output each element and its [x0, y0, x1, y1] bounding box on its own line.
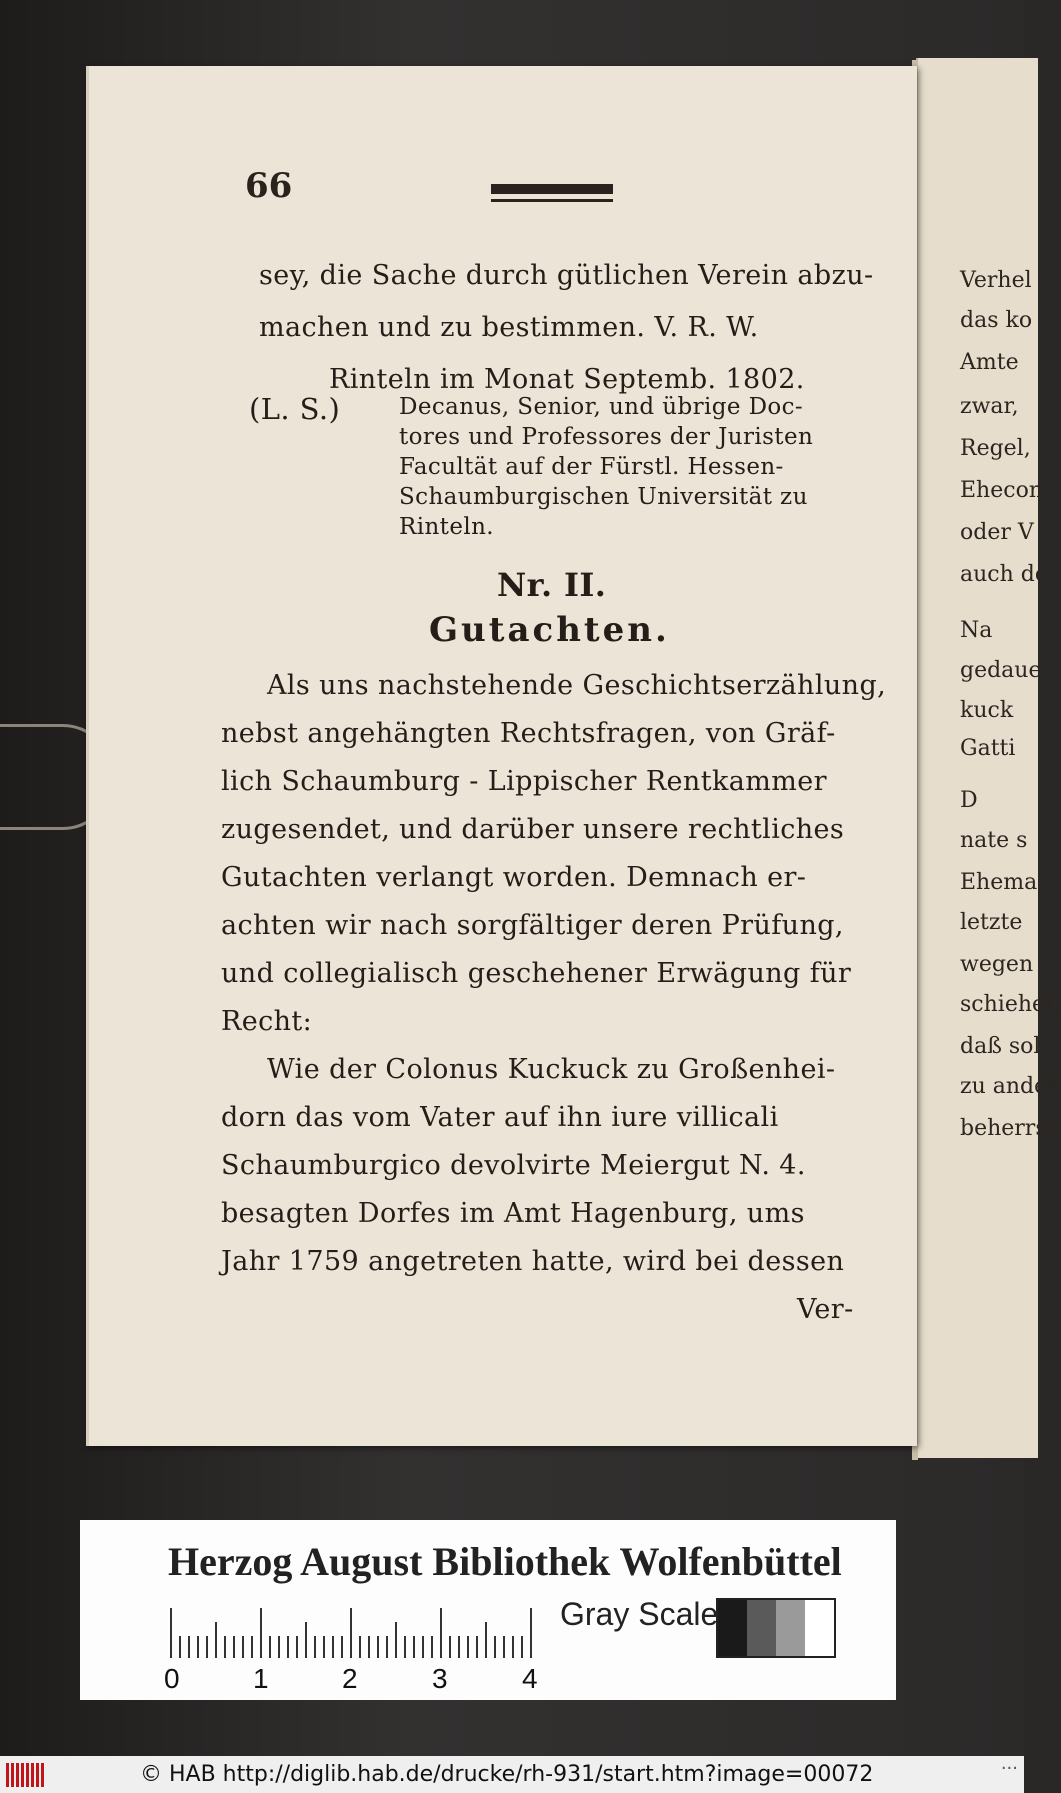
- ruler-tick: [503, 1636, 505, 1658]
- ruler-tick: [242, 1636, 244, 1658]
- facing-text-line: Verhel: [960, 268, 1032, 293]
- ruler-tick: [260, 1608, 262, 1658]
- facing-text-line: letzte: [960, 910, 1023, 935]
- facing-text-line: daß sol: [960, 1034, 1041, 1059]
- body-line: besagten Dorfes im Amt Hagenburg, ums: [221, 1198, 805, 1229]
- section-title: Gutachten.: [429, 610, 670, 650]
- facing-text-line: schiehet,: [960, 992, 1061, 1017]
- gray-patch: [805, 1600, 834, 1656]
- body-line: Recht:: [221, 1006, 313, 1037]
- ruler-tick: [341, 1636, 343, 1658]
- ruler-tick: [314, 1636, 316, 1658]
- ruler-number: 2: [342, 1663, 358, 1694]
- ruler-tick: [215, 1622, 217, 1658]
- gray-patch: [747, 1600, 776, 1656]
- ruler-tick: [224, 1636, 226, 1658]
- section-number: Nr. II.: [497, 566, 607, 604]
- body-line: und collegialisch geschehener Erwägung für: [221, 958, 852, 989]
- ruler-tick: [170, 1608, 172, 1658]
- body-line: zugesendet, und darüber unsere rechtliches: [221, 814, 845, 845]
- ruler-tick: [206, 1636, 208, 1658]
- ruler-tick: [467, 1636, 469, 1658]
- ruler-tick: [296, 1636, 298, 1658]
- ruler-number: 1: [253, 1663, 269, 1694]
- body-line: nebst angehängten Rechtsfragen, von Gräf-: [221, 718, 836, 749]
- facing-text-line: D: [960, 788, 978, 813]
- signature-line: Decanus, Senior, und übrige Doc-: [399, 394, 804, 420]
- scale-ruler: [170, 1600, 536, 1658]
- facing-text-line: oder V: [960, 520, 1034, 545]
- footer-url[interactable]: © HAB http://diglib.hab.de/drucke/rh-931/start.htm?image=00072: [140, 1762, 874, 1787]
- ruler-tick: [305, 1622, 307, 1658]
- ruler-tick: [197, 1636, 199, 1658]
- body-line: achten wir nach sorgfältiger deren Prüfung,: [221, 910, 844, 941]
- ruler-tick: [413, 1636, 415, 1658]
- hab-logo-icon: [6, 1763, 44, 1787]
- ruler-tick: [449, 1636, 451, 1658]
- ruler-tick: [269, 1636, 271, 1658]
- ruler-tick: [251, 1636, 253, 1658]
- menu-dots-icon[interactable]: ···: [1000, 1758, 1018, 1779]
- text-line: Rinteln im Monat Septemb. 1802.: [329, 364, 805, 395]
- body-line: Jahr 1759 angetreten hatte, wird bei dessen: [221, 1246, 845, 1277]
- body-line: dorn das vom Vater auf ihn iure villicali: [221, 1102, 779, 1133]
- ruler-number: 3: [432, 1663, 448, 1694]
- ruler-tick: [404, 1636, 406, 1658]
- facing-text-line: auch de: [960, 562, 1048, 587]
- ruler-tick: [485, 1622, 487, 1658]
- ruler-tick: [521, 1636, 523, 1658]
- facing-text-line: wegen: [960, 952, 1034, 977]
- ruler-number: 0: [164, 1663, 180, 1694]
- facing-text-line: Amte: [960, 350, 1019, 375]
- ruler-tick: [476, 1636, 478, 1658]
- ruler-tick: [440, 1608, 442, 1658]
- header-rule: [491, 184, 613, 194]
- facing-text-line: gedaue: [960, 658, 1042, 683]
- footer-bar: [0, 1756, 1024, 1793]
- ruler-tick: [512, 1636, 514, 1658]
- facing-page: [916, 58, 1061, 1458]
- facing-text-line: das ko: [960, 308, 1033, 333]
- gray-patch: [718, 1600, 747, 1656]
- signature-line: Rinteln.: [399, 514, 495, 540]
- facing-text-line: kuck: [960, 698, 1014, 723]
- ruler-tick: [368, 1636, 370, 1658]
- institution-name: Herzog August Bibliothek Wolfenbüttel: [168, 1539, 842, 1584]
- body-line: Schaumburgico devolvirte Meiergut N. 4.: [221, 1150, 806, 1181]
- signature-line: Facultät auf der Fürstl. Hessen-: [399, 454, 784, 480]
- ruler-tick: [179, 1636, 181, 1658]
- page-number: 66: [245, 166, 293, 206]
- facing-text-line: Na: [960, 618, 993, 643]
- facing-text-line: zu ander: [960, 1074, 1058, 1099]
- signature-line: Schaumburgischen Universität zu: [399, 484, 808, 510]
- ruler-tick: [386, 1636, 388, 1658]
- facing-text-line: nate s: [960, 828, 1028, 853]
- text-line: machen und zu bestimmen. V. R. W.: [259, 312, 759, 343]
- ruler-tick: [359, 1636, 361, 1658]
- ruler-tick: [287, 1636, 289, 1658]
- ruler-tick: [395, 1622, 397, 1658]
- ruler-tick: [350, 1608, 352, 1658]
- facing-text-line: beherrsc: [960, 1116, 1059, 1141]
- body-line: lich Schaumburg - Lippischer Rentkammer: [221, 766, 827, 797]
- gray-patch: [776, 1600, 805, 1656]
- ruler-tick: [377, 1636, 379, 1658]
- ruler-tick: [530, 1608, 532, 1658]
- ruler-tick: [233, 1636, 235, 1658]
- facing-text-line: Ehema: [960, 870, 1038, 895]
- facing-text-line: Ehecon: [960, 478, 1043, 503]
- body-line: Als uns nachstehende Geschichtserzählung,: [267, 670, 887, 701]
- facing-text-line: zwar,: [960, 394, 1019, 419]
- ruler-tick: [332, 1636, 334, 1658]
- ruler-number: 4: [522, 1663, 538, 1694]
- gray-scale-patches: [716, 1598, 836, 1658]
- ruler-tick: [494, 1636, 496, 1658]
- signature-line: tores und Professores der Juristen: [399, 424, 814, 450]
- body-line: Gutachten verlangt worden. Demnach er-: [221, 862, 807, 893]
- gray-scale-label: Gray Scale: [560, 1596, 719, 1632]
- ruler-tick: [458, 1636, 460, 1658]
- ruler-tick: [323, 1636, 325, 1658]
- catchword: Ver-: [797, 1294, 854, 1325]
- ruler-tick: [278, 1636, 280, 1658]
- book-page: [86, 66, 917, 1446]
- seal-mark: (L. S.): [249, 392, 341, 426]
- ruler-tick: [431, 1636, 433, 1658]
- header-rule-thin: [491, 199, 613, 202]
- facing-text-line: Regel,: [960, 436, 1031, 461]
- ruler-tick: [188, 1636, 190, 1658]
- text-line: sey, die Sache durch gütlichen Verein abzu-: [259, 260, 874, 291]
- facing-text-line: Gatti: [960, 736, 1016, 761]
- body-line: Wie der Colonus Kuckuck zu Großenhei-: [267, 1054, 836, 1085]
- ruler-tick: [422, 1636, 424, 1658]
